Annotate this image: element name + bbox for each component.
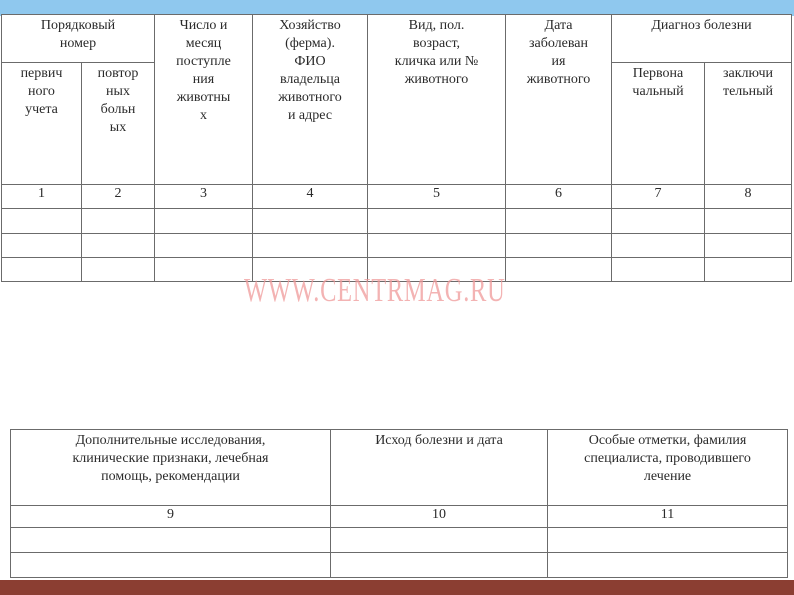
column-number: 10 [331,506,548,528]
empty-cell[interactable] [612,234,705,258]
empty-cell[interactable] [612,258,705,282]
header-extra-research: Дополнительные исследования, клинические признаки, лечебная помощь, рекомендации [11,430,331,506]
empty-row [2,234,792,258]
column-number: 4 [253,185,368,209]
empty-cell[interactable] [705,209,792,234]
empty-cell[interactable] [253,234,368,258]
empty-cell[interactable] [2,234,82,258]
header-final: заключи тельный [705,63,792,185]
watermark: WWW.CENTRMAG.RU [244,272,506,309]
column-number: 9 [11,506,331,528]
column-number: 3 [155,185,253,209]
header-primary: первич ного учета [2,63,82,185]
header-date-arrival: Число и месяц поступле ния животны х [155,15,253,185]
header-reg-number: Порядковый номер [2,15,155,63]
column-number: 2 [82,185,155,209]
register-table-top [1,14,792,282]
column-number: 7 [612,185,705,209]
empty-cell[interactable] [368,234,506,258]
empty-row [11,553,788,578]
empty-cell[interactable] [331,553,548,578]
header-repeat: повтор ных больн ых [82,63,155,185]
empty-cell[interactable] [253,209,368,234]
empty-cell[interactable] [705,258,792,282]
column-number: 5 [368,185,506,209]
empty-cell[interactable] [705,234,792,258]
empty-cell[interactable] [155,234,253,258]
empty-cell[interactable] [155,258,253,282]
empty-cell[interactable] [82,209,155,234]
header-initial: Первона чальный [612,63,705,185]
empty-cell[interactable] [11,528,331,553]
header-animal: Вид, пол. возраст, кличка или № животного [368,15,506,185]
column-number: 8 [705,185,792,209]
empty-cell[interactable] [506,258,612,282]
bottom-accent-band [0,580,794,595]
empty-cell[interactable] [82,234,155,258]
empty-cell[interactable] [2,209,82,234]
empty-cell[interactable] [155,209,253,234]
register-table-bottom [10,429,788,578]
header-farm-owner: Хозяйство (ферма). ФИО владельца животного и адрес [253,15,368,185]
empty-row [11,528,788,553]
empty-row [2,209,792,234]
header-notes: Особые отметки, фамилия специалиста, проводившего лечение [548,430,788,506]
empty-cell[interactable] [368,209,506,234]
column-number: 1 [2,185,82,209]
empty-cell[interactable] [506,234,612,258]
column-number: 6 [506,185,612,209]
empty-cell[interactable] [548,528,788,553]
empty-cell[interactable] [506,209,612,234]
header-outcome: Исход болезни и дата [331,430,548,506]
empty-cell[interactable] [11,553,331,578]
header-date-disease: Дата заболеван ия животного [506,15,612,185]
empty-cell[interactable] [548,553,788,578]
empty-cell[interactable] [331,528,548,553]
empty-cell[interactable] [2,258,82,282]
header-diagnosis: Диагноз болезни [612,15,792,63]
empty-cell[interactable] [612,209,705,234]
empty-cell[interactable] [82,258,155,282]
column-number: 11 [548,506,788,528]
